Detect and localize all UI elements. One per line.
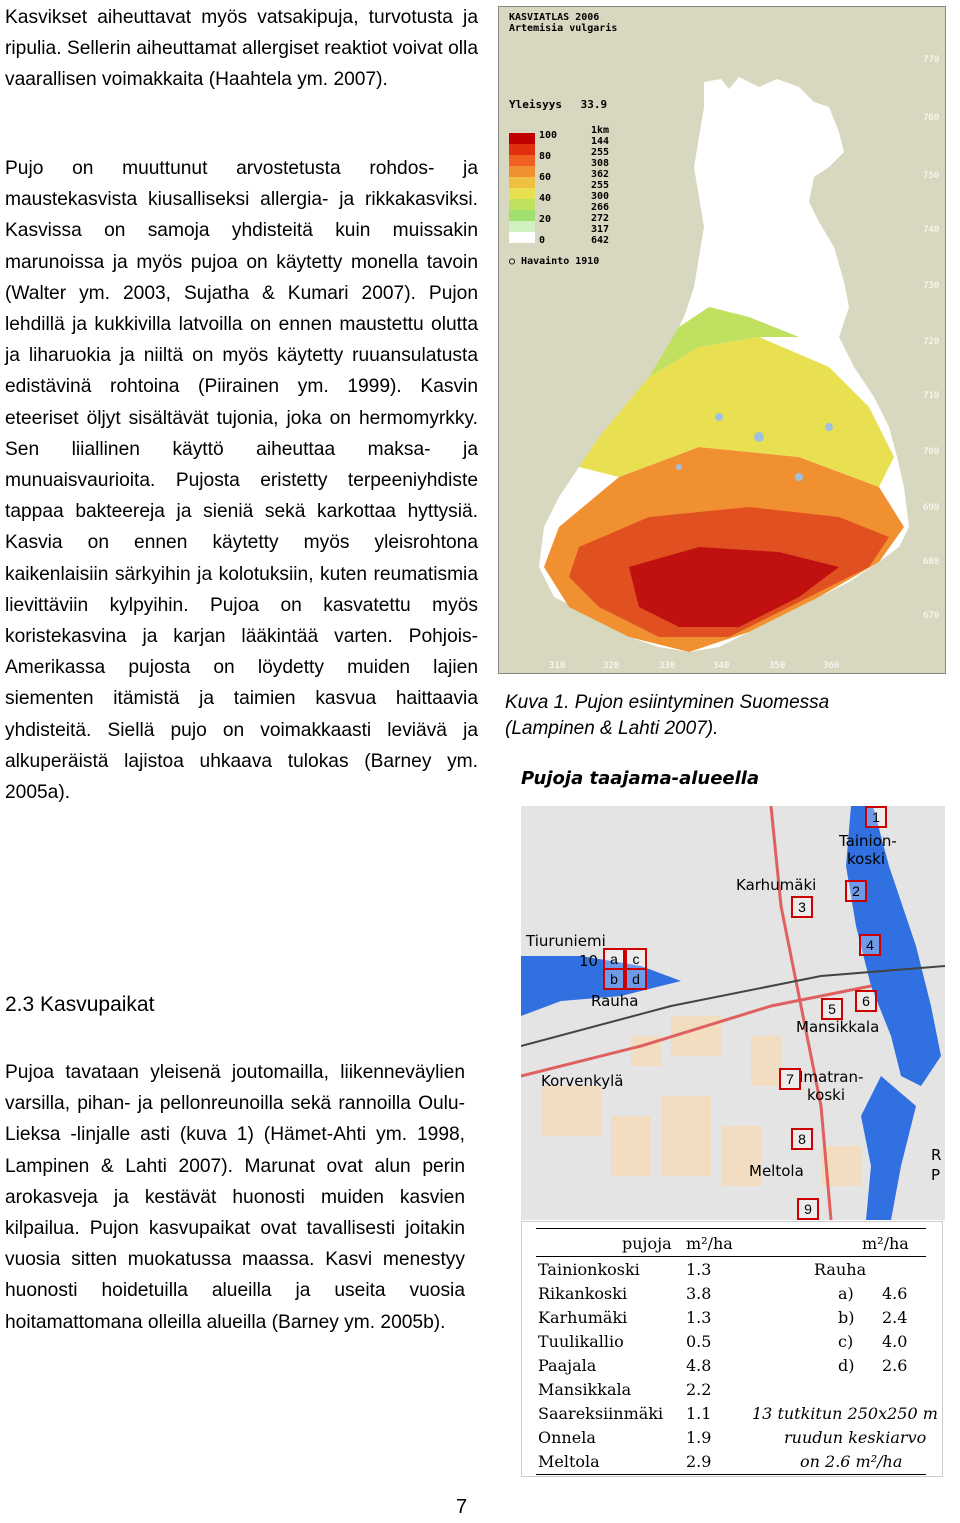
legend-km-count: 255: [591, 180, 610, 191]
legend-km-count: 272: [591, 213, 610, 224]
map-title: [509, 12, 617, 34]
table-note-line3: on 2.6 m²/ha: [800, 1452, 903, 1471]
legend-km-count: 362: [591, 169, 610, 180]
legend-km-header: 1km: [591, 125, 610, 136]
y-tick-label: 750: [923, 171, 940, 181]
y-tick-label: 690: [923, 503, 940, 513]
table-rauha-value: 4.6: [882, 1284, 908, 1303]
table-cell-site: Rikankoski: [538, 1284, 628, 1303]
table-cell-value: 3.8: [686, 1284, 712, 1303]
table-cell-site: Meltola: [538, 1452, 600, 1471]
legend-value: 100: [539, 130, 558, 141]
place-label: koski: [807, 1086, 845, 1104]
x-tick-label: 310: [549, 661, 566, 671]
table-rauha-key: a): [838, 1284, 854, 1303]
site-marker: b: [603, 968, 625, 990]
figure-caption: [505, 690, 829, 742]
place-label: Imatran-: [799, 1068, 864, 1086]
legend-swatch: [509, 199, 535, 210]
y-tick-label: 770: [923, 55, 940, 65]
map-title-line2: Artemisia vulgaris: [509, 23, 618, 34]
legend-swatch: [509, 155, 535, 166]
paragraph-history: Pujo on muuttunut arvostetusta rohdos- ja maustekasvista kiusalliseksi allergia- ja rikkakasviksi. Kasvissa on samoja yhdisteitä kuin muissakin marunoissa ja myös pujoa on käytetty monella tavoin (Walter ym. 2003, Sujatha & Kumari 2007). Pujon lehdillä ja kukkivilla latvoilla on ennen maustettu olutta ja liharuokia ja niiltä on myös käytetty ruuansulatusta edistävinä rohtoina (Piirainen ym. 1999). Kasvin eteeriset öljyt sisältävät tujonia, joka on hermomyrkky. Sen liiallinen käyttö aiheuttaa maksa- ja munuaisvaurioita. Pujosta eristetty terpeeniyhdiste tappaa bakteereja ja sieniä sekä karkottaa hyttysiä. Kasvia on ennen käytetty myös yleisrohtona kaikenlaisiin särkyihin ja kolotuksiin, kuten reumatismia lievittäviin kylpyihin. Pujoa on kasvatettu myös koristekasvina ja karjan lääkintää varten. Pohjois-Amerikassa pujosta on löydetty muiden lajien siementen itämistä ja taimien kasvua haittaavia yhdisteitä. Siellä pujo on voimakkaasti leviävä ja alkuperäistä lajistoa uhkaava tulokas (Barney ym. 2005a).: [5, 158, 478, 804]
observation-circle-icon: ○: [509, 256, 522, 267]
table-cell-site: Mansikkala: [538, 1380, 632, 1399]
table-cell-site: Karhumäki: [538, 1308, 628, 1327]
legend-swatch: [509, 144, 535, 155]
table-rauha-key: b): [838, 1308, 855, 1327]
x-tick-label: 350: [769, 661, 786, 671]
y-tick-label: 710: [923, 391, 940, 401]
caption-line1: Kuva 1. Pujon esiintyminen Suomessa: [505, 692, 830, 713]
place-label: Tiuruniemi: [526, 932, 606, 950]
observation-label: Havainto 1910: [521, 256, 600, 267]
site-marker: d: [625, 968, 647, 990]
x-tick-label: 330: [659, 661, 676, 671]
urban-map-title: Pujoja taajama-alueella: [521, 768, 760, 789]
legend-km-count: 144: [591, 136, 610, 147]
legend-km-count: 642: [591, 235, 610, 246]
table-header-unit-right: m²/ha: [862, 1234, 909, 1253]
legend-km-count: 308: [591, 158, 610, 169]
site-marker: 4: [859, 934, 881, 956]
table-cell-site: Tainionkoski: [538, 1260, 640, 1279]
site-marker: 2: [845, 880, 867, 902]
legend-value: 60: [539, 172, 552, 183]
table-cell-site: Saareksiinmäki: [538, 1404, 664, 1423]
place-label: R: [931, 1146, 942, 1164]
site-marker: a: [603, 948, 625, 970]
place-label: 10: [579, 952, 599, 970]
place-label: Tainion-: [839, 832, 897, 850]
table-top-rule: [536, 1228, 926, 1229]
y-tick-label: 720: [923, 337, 940, 347]
frequency-value: 33.9: [580, 98, 608, 111]
table-bottom-rule: [536, 1474, 926, 1475]
legend-value: 40: [539, 193, 552, 204]
page-number: 7: [456, 1496, 468, 1518]
table-rauha-value: 2.6: [882, 1356, 908, 1375]
table-header-pujoja: pujoja: [622, 1234, 672, 1253]
table-cell-value: 2.2: [686, 1380, 712, 1399]
table-rauha-key: d): [838, 1356, 855, 1375]
table-rauha-value: 4.0: [882, 1332, 908, 1351]
legend-km-count: 255: [591, 147, 610, 158]
urban-map-image: [521, 806, 945, 1220]
table-cell-value: 1.1: [686, 1404, 712, 1423]
place-label: P: [931, 1166, 941, 1184]
x-tick-label: 340: [713, 661, 730, 671]
table-cell-value: 0.5: [686, 1332, 712, 1351]
section-heading: 2.3 Kasvupaikat: [5, 993, 155, 1016]
legend-value: 0: [539, 235, 546, 246]
table-header-rule: [536, 1256, 926, 1257]
table-rauha-label: Rauha: [814, 1260, 867, 1279]
place-label: Meltola: [749, 1162, 804, 1180]
site-marker: 5: [821, 998, 843, 1020]
site-marker: 8: [791, 1128, 813, 1150]
legend-value: 20: [539, 214, 552, 225]
table-cell-site: Onnela: [538, 1428, 596, 1447]
observation-legend: [509, 256, 599, 267]
table-note-line1: 13 tutkitun 250x250 m: [752, 1404, 938, 1423]
legend-km-count: 317: [591, 224, 610, 235]
table-note-line2: ruudun keskiarvo: [784, 1428, 927, 1447]
legend-km-count: 300: [591, 191, 610, 202]
legend-swatch: [509, 210, 535, 221]
table-cell-value: 2.9: [686, 1452, 712, 1471]
legend-swatch: [509, 221, 535, 232]
legend-value: 80: [539, 151, 552, 162]
x-tick-label: 320: [603, 661, 620, 671]
paragraph-habitat: Pujoa tavataan yleisenä joutomailla, liikenneväylien varsilla, pihan- ja pellonreunoilla sekä rannoilla Oulu-Lieksa -linjalle asti (kuva 1) (Hämet-Ahti ym. 1998, Lampinen & Lahti 2007). Marunat ovat alun perin arokasveja ja kestävät huonosti muiden kasvien kilpailua. Pujon kasvupaikat ovat tavallisesti joitakin vuosia sitten muokatussa maassa. Kasvi menestyy huonosti hoidetuilla alueilla ja useita vuosia hoitamattomana olleilla alueilla (Barney ym. 2005b).: [5, 1062, 465, 1333]
legend-swatch: [509, 232, 535, 243]
legend-swatch: [509, 177, 535, 188]
table-rauha-key: c): [838, 1332, 854, 1351]
place-label: Rauha: [591, 992, 639, 1010]
place-label: koski: [847, 850, 885, 868]
place-label: Karhumäki: [736, 876, 817, 894]
site-marker: 3: [791, 896, 813, 918]
table-cell-value: 4.8: [686, 1356, 712, 1375]
y-tick-label: 700: [923, 447, 940, 457]
x-tick-label: 360: [823, 661, 840, 671]
table-cell-value: 1.3: [686, 1260, 712, 1279]
table-cell-value: 1.9: [686, 1428, 712, 1447]
urban-map-graphic: [521, 806, 945, 1220]
legend-swatch: [509, 188, 535, 199]
site-marker: 9: [797, 1198, 819, 1220]
y-tick-label: 680: [923, 557, 940, 567]
place-label: Korvenkylä: [541, 1072, 624, 1090]
y-tick-label: 760: [923, 113, 940, 123]
caption-line2: (Lampinen & Lahti 2007).: [505, 718, 719, 739]
site-marker: 1: [865, 806, 887, 828]
map-title-line1: KASVIATLAS 2006: [509, 12, 600, 23]
site-marker: 7: [779, 1068, 801, 1090]
frequency-label: Yleisyys: [509, 98, 562, 111]
table-rauha-value: 2.4: [882, 1308, 908, 1327]
table-cell-value: 1.3: [686, 1308, 712, 1327]
frequency-readout: [509, 98, 607, 111]
y-tick-label: 740: [923, 225, 940, 235]
table-cell-site: Paajala: [538, 1356, 597, 1375]
table-cell-site: Tuulikallio: [538, 1332, 624, 1351]
y-tick-label: 670: [923, 611, 940, 621]
table-header-unit: m²/ha: [686, 1234, 733, 1253]
urban-area-map: [509, 760, 957, 1220]
site-marker: c: [625, 948, 647, 970]
site-marker: 6: [855, 990, 877, 1012]
legend-swatch: [509, 133, 535, 144]
paragraph-allergy: Kasvikset aiheuttavat myös vatsakipuja, turvotusta ja ripulia. Sellerin aiheuttamat allergiset reaktiot voivat olla vaarallisen voimakkaita (Haahtela ym. 2007).: [5, 7, 478, 91]
legend-km-count: 266: [591, 202, 610, 213]
density-table: [521, 1221, 943, 1477]
y-tick-label: 730: [923, 281, 940, 291]
distribution-map: [498, 6, 946, 674]
place-label: Mansikkala: [796, 1018, 880, 1036]
legend-swatch: [509, 166, 535, 177]
